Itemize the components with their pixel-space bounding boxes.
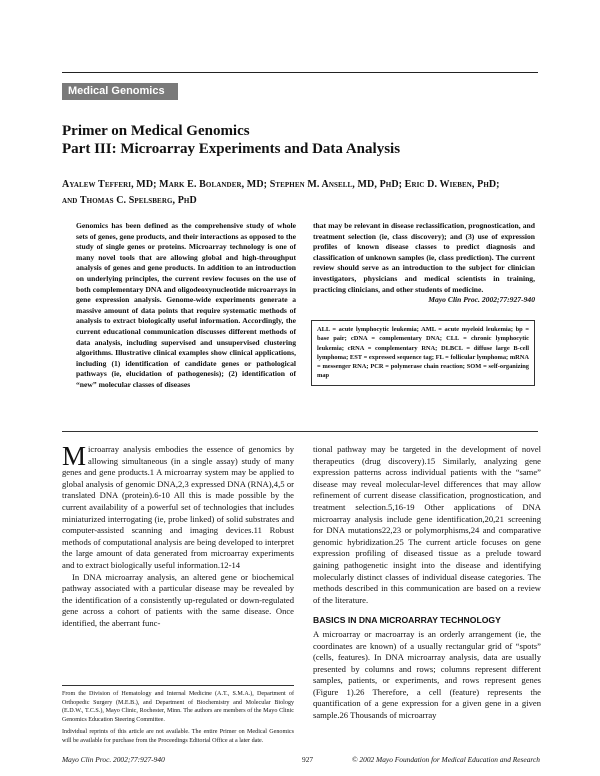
- top-rule: [62, 72, 538, 73]
- author-list: [62, 177, 540, 209]
- reprints-note: Individual reprints of this article are not available. The entire Primer on Medical Genomics will be available for purchase from the Proceedings Editorial Office at a later date.: [62, 728, 294, 744]
- title-line-1: Primer on Medical Genomics: [62, 123, 250, 139]
- section-tag: Medical Genomics: [62, 83, 178, 100]
- abstract-divider: [62, 431, 538, 432]
- drop-cap: M: [62, 441, 87, 471]
- body-paragraph: A microarray or macroarray is an orderly arrangement (ie, the coordinates are known) of a usually rectangular grid of “spots” (cells, features). In DNA microarray analysis, data are usually presented by columns and rows; columns represent different samples, patients, or experiments, and rows represent genes (Figure 1).26 Therefore, a cell (feature) represents the quantification of a gene expression for a given gene in a given sample.26 Thousands of microarray: [313, 628, 541, 721]
- article-title: [62, 122, 542, 158]
- body-right-column: [313, 444, 541, 722]
- footnote-rule: [62, 685, 294, 686]
- abstract-continuation: that may be relevant in disease reclassification, prognostication, and treatment selection (ie, class discovery); and (3) use of expression profiles of known disease classes to predict diagnosis and classification of unknown samples (ie, class prediction). The current review should serve as an introduction to the subject for clinician investigators, physicians and medical scientists in training, practicing clinicians, and other students of medicine.: [313, 221, 535, 294]
- affiliation-note: From the Division of Hematology and Internal Medicine (A.T., S.M.A.), Department of Orthopedic Surgery (M.E.B.), and Department of Biochemistry and Molecular Biology (E.D.W., T.C.S.), Mayo Clinic, Rochester, Minn. The authors are members of the Mayo Clinic Genomics Education Steering Committee.: [62, 691, 294, 724]
- abbreviations-box: ALL = acute lymphocytic leukemia; AML = acute myeloid leukemia; bp = base pair; cDNA = complementary DNA; CLL = chronic lymphocytic leukemia; cRNA = complementary RNA; DLBCL = diffuse large B-cell lymphoma; EST = expressed sequence tag; FL = follicular lymphoma; mRNA = messenger RNA; PCR = polymerase chain reaction; SOM = self-organizing map: [311, 320, 535, 386]
- footer-copyright: © 2002 Mayo Foundation for Medical Education and Research: [351, 755, 540, 764]
- title-line-2: Part III: Microarray Experiments and Data Analysis: [62, 141, 401, 157]
- abstract-citation: Mayo Clin Proc. 2002;77:927-940: [428, 295, 535, 305]
- body-left-column: [62, 441, 294, 630]
- authors-line-1: Ayalew Tefferi, MD; Mark E. Bolander, MD; Stephen M. Ansell, MD, PhD; Eric D. Wieben, PhD;: [62, 179, 500, 190]
- body-paragraph: [62, 441, 294, 572]
- page-number: 927: [302, 755, 314, 764]
- section-heading: BASICS IN DNA MICROARRAY TECHNOLOGY: [313, 615, 501, 626]
- body-paragraph-text: icroarray analysis embodies the essence of genomics by allowing simultaneous (in a single assay) study of many genes and gene products.1 A microarray system may be applied to global analysis of genomic DNA,2,3 expressed DNA (RNA),4,5 or translated DNA (protein).6-10 All this is made possible by the current availability of a powerful set of technologies that includes miniaturized interrogating (ie, probe linked) of solid substrates and computer-assisted scanning and imaging devices.11 Robust methods of computational analysis are being developed to interpret the large amount of data generated from microarray experiments and to extract biologically useful information.12-14: [62, 444, 294, 570]
- authors-line-2: and Thomas C. Spelsberg, PhD: [62, 195, 197, 206]
- abstract-right-column: [313, 221, 535, 306]
- footnotes: [62, 690, 294, 748]
- abstract-left-column: Genomics has been defined as the comprehensive study of whole sets of genes, gene products, and their interactions as opposed to the study of single genes or proteins. Microarray technology is one of many novel tools that are allowing global and high-throughput analysis of genes and gene products. In addition to an introduction on underlying principles, the current review focuses on the use of both complementary DNA and oligodeoxynucleotide microarrays in gene expression analysis. Genome-wide experiments generate a massive amount of data points that require systematic methods of analysis to extract biologically useful information. Accordingly, the current educational communication discusses different methods of data analysis, including supervised and unsupervised clustering algorithms. Illustrative clinical examples show clinical applications, including (1) identification of candidate genes or pathological pathways (ie, elucidation of pathogenesis); (2) identification of “new” molecular classes of diseases: [76, 221, 296, 389]
- footer-journal: Mayo Clin Proc. 2002;77:927-940: [62, 755, 165, 764]
- body-paragraph: tional pathway may be targeted in the development of novel therapeutics (drug discovery).15 Similarly, analyzing gene expression patterns across individual patients with the “same” disease may reveal molecular-level differences that may allow refinement of current disease classification, prognostication, and treatment selection.5,16-19 Other applications of DNA microarray analysis include gene identification,20,21 screening for DNA mutations22,23 or polymorphisms,24 and comparative genomic hybridization.25 The current article focuses on gene expression profiling of diseased tissue as a prelude toward gaining pathogenetic insight into the disease and identifying molecularly distinct classes of individual disease categories. The methods described in this communication are based on a review of the literature.: [313, 444, 541, 605]
- body-paragraph: In DNA microarray analysis, an altered gene or biochemical pathway associated with a particular disease may be revealed by the identification of a consistently up-regulated or down-regulated gene across a cohort of patients with the same disease. Once identified, the aberrant func-: [62, 571, 294, 628]
